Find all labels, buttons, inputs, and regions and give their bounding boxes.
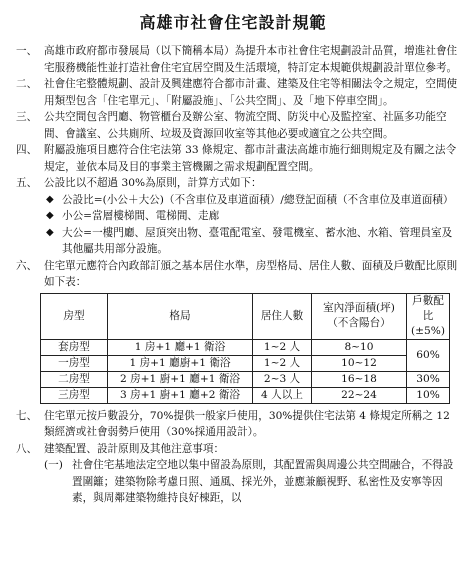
cell-layout: 3 房+1 廚+1 廳+2 衛浴 xyxy=(108,387,253,403)
clause-text: 高雄市政府都市發展局（以下簡稱本局）為提升本市社會住宅規劃設計品質，增進社會住宅服務機能性並打造社會住宅宜居空間及生活環境，特訂定本規範供規劃設計單位參考。 xyxy=(44,45,458,74)
clause-text: 建築配置、設計原則及其他注意事項： xyxy=(44,442,225,455)
header-layout: 格局 xyxy=(108,293,253,339)
cell-type: 套房型 xyxy=(41,339,108,355)
cell-area: 16~18 xyxy=(312,371,407,387)
clause-4 xyxy=(8,142,458,175)
clause-number: 六、 xyxy=(16,259,38,272)
bullet-item xyxy=(8,192,458,209)
clause-text: 附屬設施項目應符合住宅法第 33 條規定、都市計畫法高雄市施行細則規定及有關之法令規定，並依本局及目的事業主管機關之需求規劃配置空間。 xyxy=(44,144,457,173)
header-room-type: 房型 xyxy=(41,293,108,339)
cell-area: 22~24 xyxy=(312,387,407,403)
clause-number: 八、 xyxy=(16,442,38,455)
subclause-1 xyxy=(8,457,458,507)
clause-1 xyxy=(8,43,458,76)
clause-8 xyxy=(8,441,458,458)
table-row xyxy=(41,339,450,355)
diamond-bullet-icon: ◆ xyxy=(46,193,54,205)
clause-number: 一、 xyxy=(16,45,38,57)
table-header-row xyxy=(41,293,450,339)
clause-text: 公共空間包含門廳、物管櫃台及辦公室、物流空間、防災中心及監控室、社區多功能空間、會議室、公共廁所、垃圾及資源回收室等其他必要或適宜之公共空間。 xyxy=(44,111,447,140)
clause-text: 住宅單元按戶數設分，70%提供一般家戶使用，30%提供住宅法第 4 條規定所稱之 12 類經濟或社會弱勢戶使用（30%採通用設計）。 xyxy=(44,409,450,438)
cell-ratio: 30% xyxy=(407,371,450,387)
cell-people: 1~2 人 xyxy=(253,339,312,355)
header-occupants: 居住人數 xyxy=(253,293,312,339)
clause-text: 社會住宅整體規劃、設計及興建應符合都市計畫、建築及住宅等相關法令之規定，空間使用類型包含「住宅單元」、「附屬設施」、「公共空間」、及「地下停車空間」。 xyxy=(44,78,458,107)
cell-people: 2~3 人 xyxy=(253,371,312,387)
cell-area: 8~10 xyxy=(312,339,407,355)
document-title: 高雄市社會住宅設計規範 xyxy=(139,13,327,32)
bullet-item xyxy=(8,225,458,258)
clause-text: 公設比以不超過 30%為原則，計算方式如下： xyxy=(44,177,262,189)
cell-people: 1~2 人 xyxy=(253,355,312,371)
cell-type: 三房型 xyxy=(41,387,108,403)
cell-type: 一房型 xyxy=(41,355,108,371)
cell-ratio-merged: 60% xyxy=(407,339,450,371)
clause-number: 二、 xyxy=(16,78,38,90)
clause-5 xyxy=(8,175,458,192)
clause-7 xyxy=(8,408,458,441)
cell-ratio: 10% xyxy=(407,387,450,403)
clause-number: 七、 xyxy=(16,409,38,422)
diamond-bullet-icon: ◆ xyxy=(46,210,54,221)
cell-area: 10~12 xyxy=(312,355,407,371)
diamond-bullet-icon: ◆ xyxy=(46,226,54,238)
clause-text: 住宅單元應符合內政部訂頒之基本居住水準，房型格局、居住人數、面積及戶數配比原則如下表： xyxy=(44,259,458,288)
clause-6 xyxy=(8,258,458,291)
clause-number: 三、 xyxy=(16,111,38,123)
cell-type: 二房型 xyxy=(41,371,108,387)
bullet-text: 大公=一樓門廳、屋頂突出物、臺電配電室、發電機室、蓄水池、水箱、管理員室及其他屬共用部分設施。 xyxy=(62,226,453,255)
unit-type-table xyxy=(40,293,450,404)
cell-layout: 1 房+1 廳廚+1 衛浴 xyxy=(108,355,253,371)
header-floor-area: 室內淨面積(坪)（不含陽台） xyxy=(312,293,407,339)
clause-number: 四、 xyxy=(16,144,38,156)
bullet-text: 小公=當層樓梯間、電梯間、走廊 xyxy=(62,210,220,222)
subclause-number: (一) xyxy=(44,459,63,471)
bullet-item xyxy=(8,208,458,225)
cell-people: 4 人以上 xyxy=(253,387,312,403)
clause-2 xyxy=(8,76,458,109)
table-row xyxy=(41,355,450,371)
subclause-text: 社會住宅基地法定空地以集中留設為原則，其配置需與周邊公共空間融合，不得設置圍籬；建築物除考慮日照、通風、採光外，並應兼顧視野、私密性及安寧等因素，與周鄰建築物維持良好棟距，以 xyxy=(72,459,454,504)
bullet-text: 公設比=(小公＋大公)（不含車位及車道面積）/總登記面積（不含車位及車道面積） xyxy=(62,193,454,206)
formula-bullets xyxy=(8,192,458,258)
clause-number: 五、 xyxy=(16,177,38,189)
table-row xyxy=(41,387,450,403)
header-unit-ratio: 戶數配比(±5%) xyxy=(407,293,450,339)
table-row xyxy=(41,371,450,387)
cell-layout: 1 房+1 廳+1 衛浴 xyxy=(108,339,253,355)
clause-3 xyxy=(8,109,458,142)
cell-layout: 2 房+1 廚+1 廳+1 衛浴 xyxy=(108,371,253,387)
